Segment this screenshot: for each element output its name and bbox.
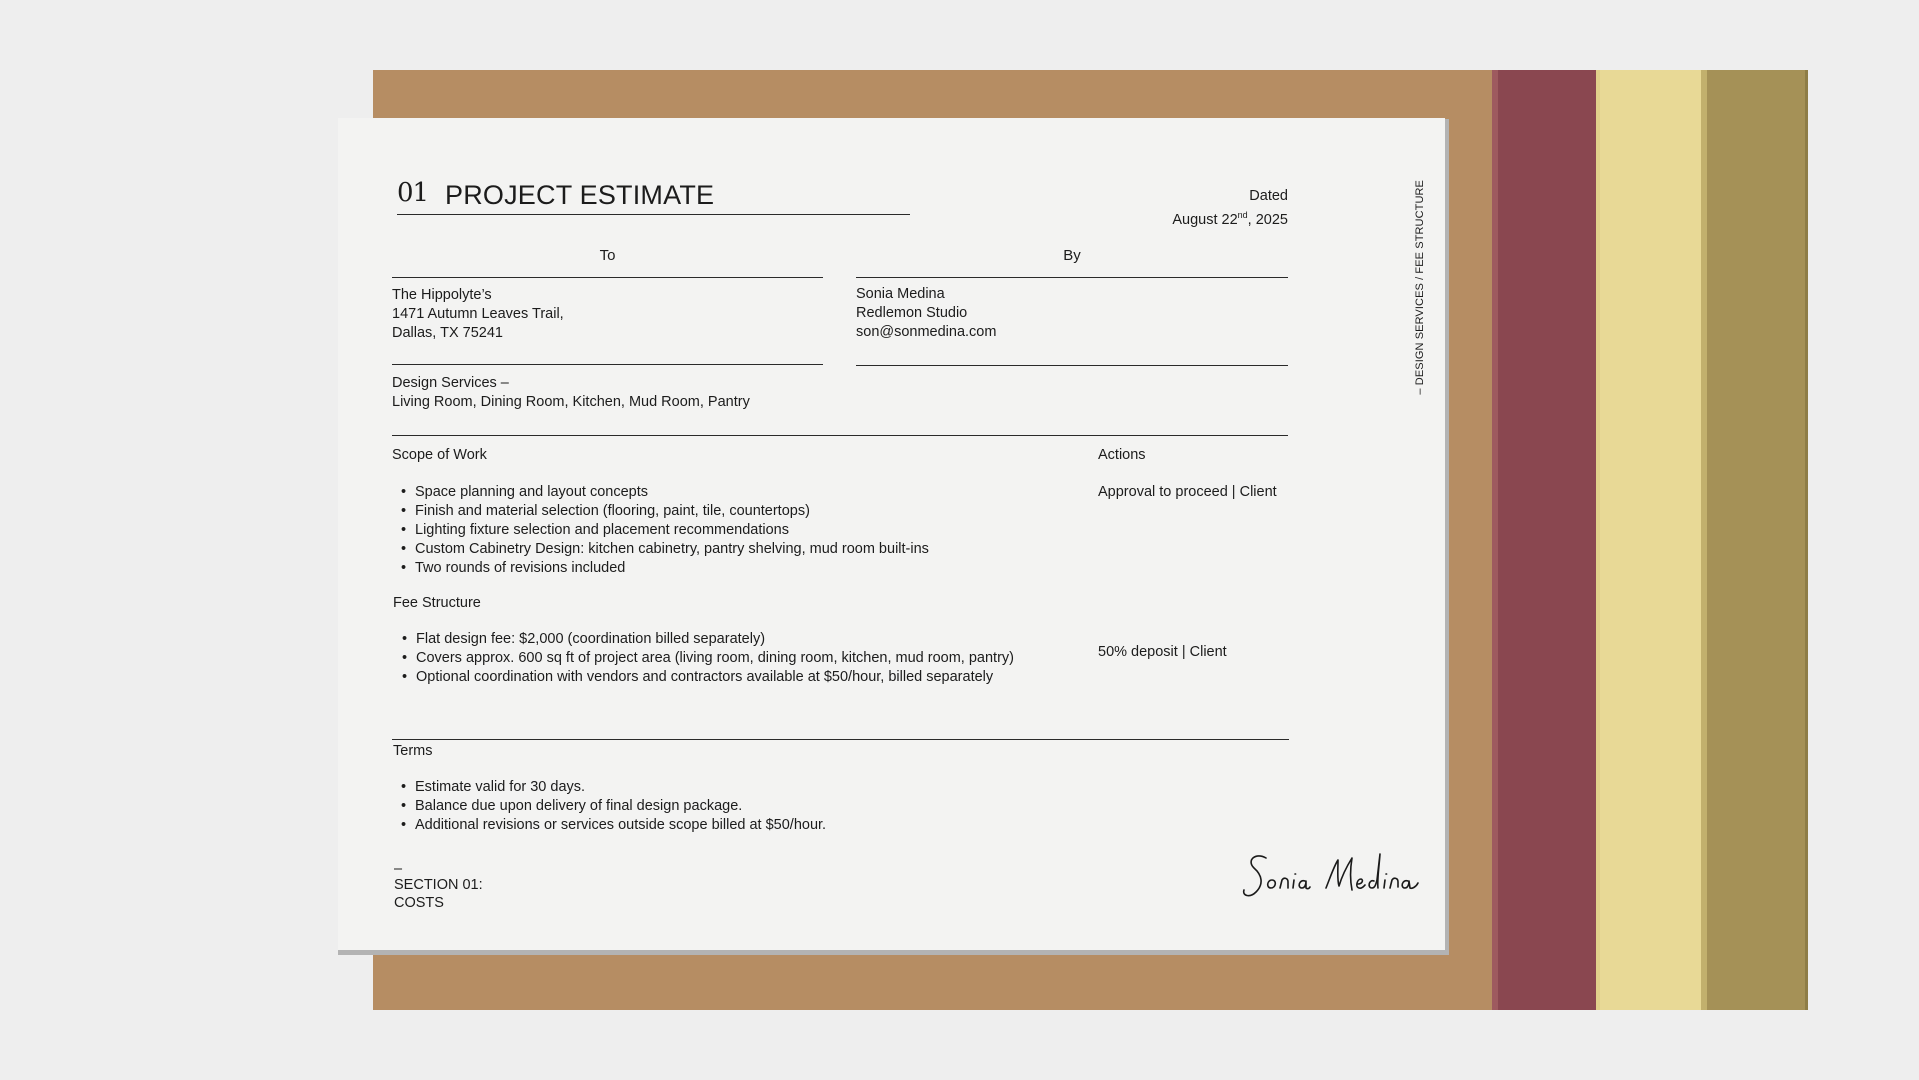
to-rule-bottom [392,364,823,365]
section-number: 01 [397,178,429,208]
list-item: • Estimate valid for 30 days. [392,778,826,797]
date-main: August 22 [1172,211,1238,228]
services-block [392,374,750,412]
date-year: , 2025 [1247,211,1288,228]
list-item: • Flat design fee: $2,000 (coordination billed separately) [393,630,1014,649]
signature-image [1238,840,1423,915]
red-color-stripe [1492,70,1596,1010]
scope-heading: Scope of Work [392,447,487,463]
fee-list [393,630,1014,687]
to-name: The Hippolyte’s [392,287,492,303]
date-suffix: nd [1237,210,1248,220]
page-title: PROJECT ESTIMATE [445,180,715,210]
services-rule [392,435,1288,436]
by-rule-top [856,277,1288,278]
title-underline [397,214,910,215]
footer-dash: – [394,861,403,877]
cream-color-stripe [1596,70,1701,1010]
dated-label: Dated [1249,188,1288,204]
estimate-date [1110,206,1288,230]
footer-section: SECTION 01: [394,877,483,893]
by-contact [856,285,996,342]
services-rooms: Living Room, Dining Room, Kitchen, Mud Room, Pantry [392,394,750,410]
by-heading: By [1063,247,1081,264]
actions-heading: Actions [1098,447,1146,463]
by-name: Sonia Medina [856,286,945,302]
terms-rule [392,739,1289,740]
by-email[interactable]: son@sonmedina.com [856,324,997,340]
list-item: • Space planning and layout concepts [392,483,929,502]
list-item: • Lighting fixture selection and placement recommendations [392,521,929,540]
fee-action: 50% deposit | Client [1098,644,1227,660]
by-studio: Redlemon Studio [856,305,968,321]
list-item: • Covers approx. 600 sq ft of project area (living room, dining room, kitchen, mud room, pantry) [393,649,1014,668]
to-city: Dallas, TX 75241 [392,325,503,341]
to-rule-top [392,277,823,278]
fee-heading: Fee Structure [393,595,481,611]
terms-list [392,778,826,835]
list-item: • Balance due upon delivery of final design package. [392,797,826,816]
to-address [392,286,564,343]
list-item: • Finish and material selection (flooring, paint, tile, countertops) [392,502,929,521]
to-heading: To [599,247,616,264]
services-label: Design Services – [392,375,509,391]
terms-heading: Terms [393,743,433,759]
side-label-text: – DESIGN SERVICES / FEE STRUCTURE [1414,180,1426,395]
list-item: • Custom Cabinetry Design: kitchen cabinetry, pantry shelving, mud room built-ins [392,540,929,559]
list-item: • Two rounds of revisions included [392,559,929,578]
list-item: • Additional revisions or services outside scope billed at $50/hour. [392,816,826,835]
section-footer [394,862,483,912]
list-item: • Optional coordination with vendors and contractors available at $50/hour, billed separately [393,668,1014,687]
scope-list [392,483,929,578]
by-rule-bottom [856,365,1288,366]
side-label [1414,180,1434,395]
to-street: 1471 Autumn Leaves Trail, [392,306,564,322]
olive-color-stripe [1701,70,1808,1010]
scope-action: Approval to proceed | Client [1098,484,1277,500]
footer-costs: COSTS [394,895,444,911]
